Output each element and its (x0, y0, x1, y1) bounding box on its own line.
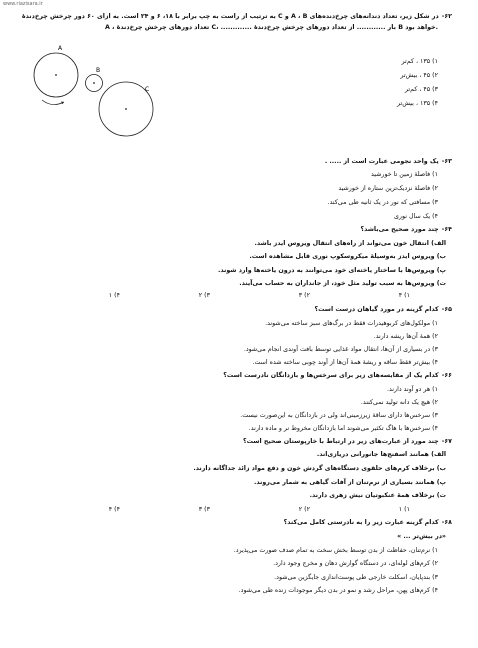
gear-a-label: A (58, 45, 63, 52)
q67-option-2[interactable]: ۲) ۲ (298, 506, 310, 513)
q64-option-2[interactable]: ۲) ۳ (298, 292, 310, 299)
q65-option-3[interactable]: ۳) در بسیاری از آن‌ها، انتقال مواد غذایی توسط بافت آوندی انجام می‌شود. (243, 346, 438, 353)
q67-statement-c: پ) همانند بسیاری از نرم‌تنان از آفات گیاهی به شمار می‌روند. (254, 479, 446, 486)
question-67: ۶۷-چند مورد از عبارت‌های زیر در ارتباط با خارپوستان صحیح است؟ (242, 438, 452, 445)
q62-option-4[interactable]: ۴) ۱۳۵ ، بیش‌تر (397, 100, 438, 107)
question-64: ۶۴-چند مورد صحیح می‌باشد؟ (360, 226, 452, 233)
q68-option-2[interactable]: ۲) کرم‌های لوله‌ای، در دستگاه گوارش دهان و مخرج وجود دارد. (273, 560, 438, 567)
q68-option-1[interactable]: ۱) نرم‌تنان، حفاظت از بدن توسط بخش سخت به تمام صدف صورت می‌پذیرد. (233, 547, 438, 554)
q68-option-3[interactable]: ۳) بندپایان، اسکلت خارجی طی پوست‌اندازی جایگزین می‌شود. (274, 574, 438, 581)
q64-statement-d: ت) ویروس‌ها به سبب تولید مثل خود، از جانداران به حساب می‌آیند. (239, 280, 446, 287)
q64-statement-a: الف) انتقال خون می‌تواند از راه‌های انتقال ویروس ایدز باشد. (254, 240, 446, 247)
q66-option-1[interactable]: ۱) هر دو آوند دارند. (387, 386, 438, 393)
q63-option-1[interactable]: ۱) فاصلهٔ زمین تا خورشید (370, 171, 438, 178)
q66-option-2[interactable]: ۲) هیچ یک دانه تولید نمی‌کنند. (360, 399, 438, 406)
gear-b-label: B (96, 67, 101, 74)
q67-options-row (110, 506, 410, 514)
q63-option-3[interactable]: ۳) مسافتی که نور در یک ثانیه طی می‌کند. (327, 199, 438, 206)
q64-statement-c: پ) ویروس‌ها با ساختار یاخته‌ای خود می‌توانند به درون یاخته‌ها وارد شوند. (217, 267, 446, 274)
q66-option-4[interactable]: ۴) سرخس‌ها با هاگ تکثیر می‌شوند اما بازدانگان مخروط نر و ماده دارند. (248, 425, 438, 432)
q67-statement-a: الف) همانند اسفنج‌ها جانورانی دریازی‌اند. (316, 451, 446, 458)
q64-option-1[interactable]: ۱) ۴ (398, 292, 410, 299)
question-66: ۶۶-کدام یک از مقایسه‌های زیر برای سرخس‌ها و بازدانگان نادرست است؟ (223, 372, 452, 379)
q67-option-1[interactable]: ۱) ۱ (398, 506, 410, 513)
question-65: ۶۵-کدام گزینه در مورد گیاهان درست است؟ (314, 306, 452, 313)
q65-option-1[interactable]: ۱) مولکول‌های کربوهیدرات فقط در برگ‌های سبز ساخته می‌شوند. (265, 320, 438, 327)
q68-option-4[interactable]: ۴) کرم‌های پهن، مراحل رشد و نمو در بدن دیگر موجودات زنده طی می‌شود. (238, 587, 438, 594)
q66-option-3[interactable]: ۳) سرخس‌ها دارای ساقهٔ زیرزمینی‌اند ولی در بازدانگان به این‌صورت نیست. (240, 412, 438, 419)
q68-quote: «در بیش‌تر ... » (397, 533, 446, 540)
q64-options-row (110, 292, 410, 300)
gears-figure (28, 40, 158, 160)
q62-option-2[interactable]: ۲) ۴۵ ، بیش‌تر (400, 72, 438, 79)
q64-option-4[interactable]: ۴) ۱ (108, 292, 120, 299)
q63-option-2[interactable]: ۲) فاصلهٔ نزدیک‌ترین ستاره از خورشید (338, 185, 438, 192)
question-62-line-2: A ، تعداد دورهای چرخش چرخ‌دندهٔ C، ............. بار ............ از تعداد دورهای چرخش چرخ‌دندهٔ B خواهد بود. (104, 24, 438, 31)
header-mark: www.riazisara.ir (3, 1, 43, 7)
q67-statement-b: ب) برخلاف کرم‌های حلقوی دستگاه‌های گردش خون و دفع مواد زائد جداگانه دارند. (193, 465, 446, 472)
q64-statement-b: ب) ویروس ایدز به‌وسیلهٔ میکروسکوپ نوری قابل مشاهده است. (249, 253, 446, 260)
q67-statement-d: ت) برخلاف همهٔ عنکبوتیان نیش زهری دارند. (309, 492, 446, 499)
q67-option-4[interactable]: ۴) ۴ (108, 506, 120, 513)
q62-option-1[interactable]: ۱) ۱۳۵ ، کم‌تر (401, 58, 438, 65)
q67-option-3[interactable]: ۳) ۳ (198, 506, 210, 513)
question-68: ۶۸-کدام گزینه عبارت زیر را به نادرستی کامل می‌کند؟ (283, 519, 452, 526)
q62-option-3[interactable]: ۳) ۴۵ ، کم‌تر (404, 86, 438, 93)
q65-option-2[interactable]: ۲) همهٔ آن‌ها ریشه دارند. (373, 333, 438, 340)
question-62-line-1: ۶۲-در شکل زیر، تعداد دندانه‌های چرخ‌دنده‌های A ، B و C به ترتیب از راست به چپ برابر با ۱۸، ۶ و ۲۴ است. به ازای ۶۰ دور چرخش چرخ‌دندهٔ (21, 13, 452, 20)
q63-option-4[interactable]: ۴) یک سال نوری (394, 213, 438, 220)
q64-option-3[interactable]: ۳) ۲ (198, 292, 210, 299)
question-63: ۶۳-یک واحد نجومی عبارت است از ..... . (324, 158, 452, 165)
q65-option-4[interactable]: ۴) بیش‌تر فقط ساقه و ریشهٔ همهٔ آن‌ها از آوند چوبی ساخته شده است. (252, 359, 438, 366)
gear-c-label: C (145, 86, 150, 93)
rotation-arrow (42, 100, 64, 105)
